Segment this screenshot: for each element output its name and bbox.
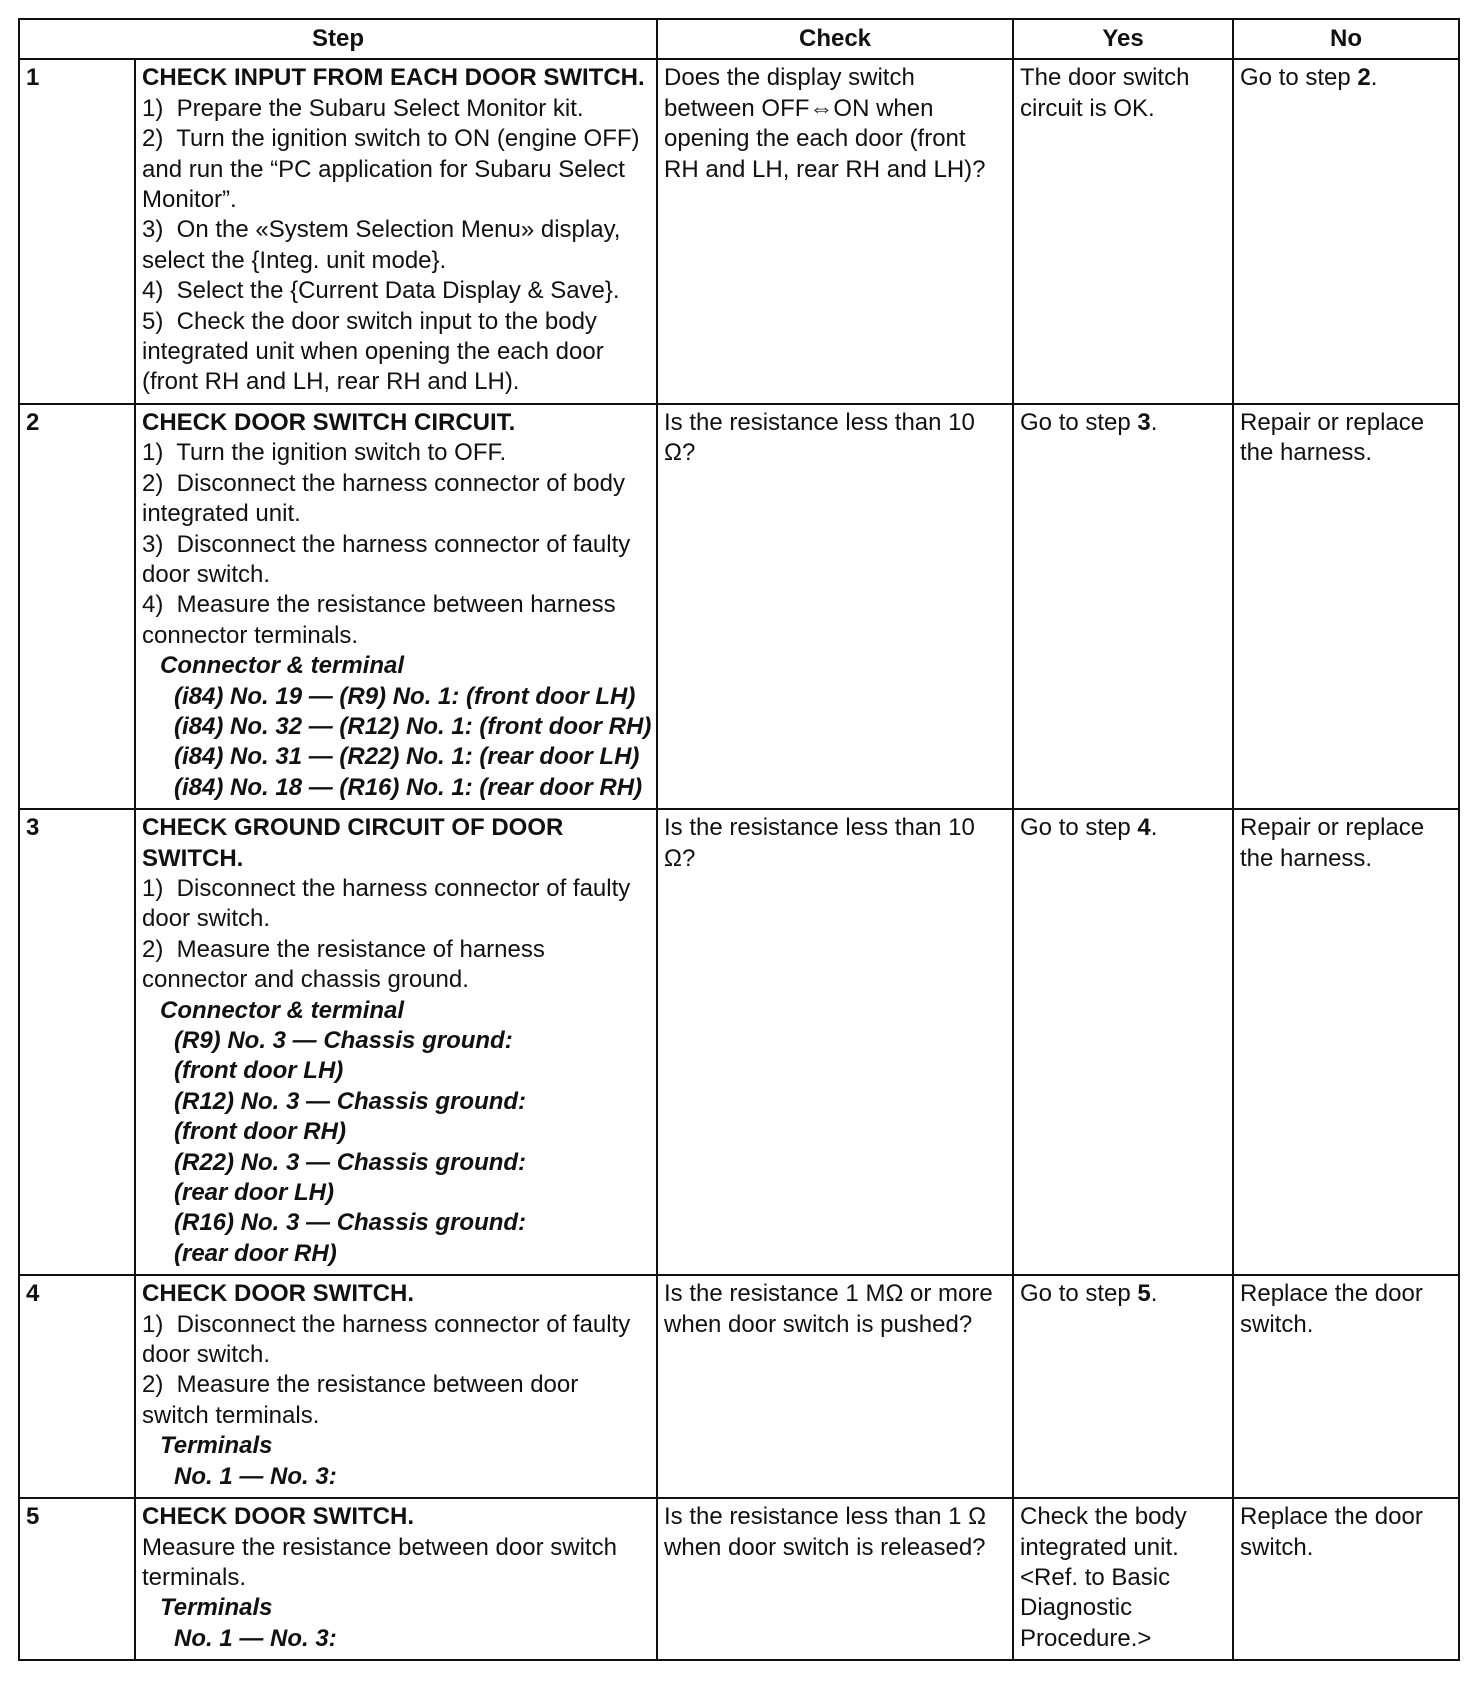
step-ref: 5 xyxy=(1137,1280,1151,1308)
check-cell: Is the resistance less than 10 Ω? xyxy=(657,404,1013,809)
step-line: 3) On the «System Selection Menu» display, select the {Integ. unit mode}. xyxy=(142,216,628,274)
diagnostic-table xyxy=(18,18,1460,1661)
connector-heading: Connector & terminal xyxy=(160,996,405,1024)
step-title: CHECK DOOR SWITCH. xyxy=(142,1503,414,1531)
step-line: 3) Disconnect the harness connector of faulty door switch. xyxy=(142,530,637,588)
connector-item: (i84) No. 19 — (R9) No. 1: (front door LH) xyxy=(174,682,636,710)
step-line: 1) Disconnect the harness connector of faulty door switch. xyxy=(142,874,637,933)
step-line: 4) Select the {Current Data Display & Save}. xyxy=(142,277,620,305)
terminals-heading: Terminals xyxy=(160,1594,273,1622)
yes-cell xyxy=(1013,1275,1233,1498)
step-number: 2 xyxy=(19,404,135,809)
yes-text: Go to step xyxy=(1020,1280,1138,1308)
no-text: Go to step xyxy=(1240,64,1358,92)
step-line: 1) Turn the ignition switch to OFF. xyxy=(142,439,507,467)
step-number: 4 xyxy=(19,1275,135,1498)
step-line: Measure the resistance between door switch terminals. xyxy=(142,1533,624,1591)
table-row xyxy=(19,404,1459,809)
connector-item: (i84) No. 32 — (R12) No. 1: (front door RH) xyxy=(174,712,652,740)
step-line: 5) Check the door switch input to the body integrated unit when opening the each door (front RH and LH, rear RH and LH). xyxy=(142,307,611,396)
header-step: Step xyxy=(19,19,657,59)
step-number: 1 xyxy=(19,59,135,403)
check-cell: Is the resistance less than 10 Ω? xyxy=(657,809,1013,1275)
yes-cell xyxy=(1013,404,1233,809)
step-title: CHECK INPUT FROM EACH DOOR SWITCH. xyxy=(142,64,645,92)
step-line: 2) Turn the ignition switch to ON (engine OFF) and run the “PC application for Subaru Select Monitor”. xyxy=(142,125,647,214)
step-ref: 4 xyxy=(1137,814,1151,842)
yes-text-end: . xyxy=(1150,814,1158,842)
terminal-item: No. 1 — No. 3: xyxy=(174,1462,337,1490)
connector-item: (i84) No. 18 — (R16) No. 1: (rear door RH) xyxy=(174,773,643,801)
step-line: 1) Disconnect the harness connector of faulty door switch. xyxy=(142,1310,637,1369)
table-row xyxy=(19,809,1459,1275)
no-cell xyxy=(1233,59,1459,403)
yes-cell xyxy=(1013,809,1233,1275)
no-cell: Repair or replace the harness. xyxy=(1233,809,1459,1275)
terminals-heading: Terminals xyxy=(160,1432,273,1460)
step-ref: 3 xyxy=(1137,408,1151,436)
step-ref: 2 xyxy=(1357,64,1371,92)
header-yes: Yes xyxy=(1013,19,1233,59)
connector-item: (front door LH) xyxy=(174,1057,344,1085)
check-cell: Is the resistance less than 1 Ω when door switch is released? xyxy=(657,1498,1013,1660)
step-title: CHECK DOOR SWITCH. xyxy=(142,1280,414,1308)
header-check: Check xyxy=(657,19,1013,59)
header-row xyxy=(19,19,1459,59)
connector-item: (R12) No. 3 — Chassis ground: xyxy=(174,1087,527,1115)
connector-item: (i84) No. 31 — (R22) No. 1: (rear door LH) xyxy=(174,743,640,771)
check-cell: Is the resistance 1 MΩ or more when door switch is pushed? xyxy=(657,1275,1013,1498)
yes-text: Go to step xyxy=(1020,408,1138,436)
connector-item: (front door RH) xyxy=(174,1118,346,1146)
step-line: 4) Measure the resistance between harness connector terminals. xyxy=(142,591,623,649)
step-number: 5 xyxy=(19,1498,135,1660)
step-line: 1) Prepare the Subaru Select Monitor kit. xyxy=(142,94,584,122)
step-line: 2) Disconnect the harness connector of body integrated unit. xyxy=(142,469,632,528)
step-cell xyxy=(135,1498,657,1660)
table-row xyxy=(19,1498,1459,1660)
table-row xyxy=(19,1275,1459,1498)
yes-text-end: . xyxy=(1150,1280,1158,1308)
step-cell xyxy=(135,404,657,809)
connector-item: (rear door LH) xyxy=(174,1179,335,1207)
step-number: 3 xyxy=(19,809,135,1275)
header-no: No xyxy=(1233,19,1459,59)
check-cell: Does the display switch between OFF⇔ON when opening the each door (front RH and LH, rear RH and LH)? xyxy=(657,59,1013,403)
step-cell xyxy=(135,59,657,403)
yes-text-end: . xyxy=(1150,408,1158,436)
no-cell: Repair or replace the harness. xyxy=(1233,404,1459,809)
step-cell xyxy=(135,809,657,1275)
no-cell: Replace the door switch. xyxy=(1233,1275,1459,1498)
no-text-end: . xyxy=(1370,64,1378,92)
diagnostic-document xyxy=(18,18,1458,1661)
no-cell: Replace the door switch. xyxy=(1233,1498,1459,1660)
step-line: 2) Measure the resistance of harness connector and chassis ground. xyxy=(142,935,552,994)
yes-cell: Check the body integrated unit. <Ref. to Basic Diagnostic Procedure.> xyxy=(1013,1498,1233,1660)
terminal-item: No. 1 — No. 3: xyxy=(174,1624,337,1652)
connector-item: (R22) No. 3 — Chassis ground: xyxy=(174,1148,527,1176)
yes-text: Go to step xyxy=(1020,814,1138,842)
table-row xyxy=(19,59,1459,403)
step-cell xyxy=(135,1275,657,1498)
step-title: CHECK DOOR SWITCH CIRCUIT. xyxy=(142,408,516,436)
connector-item: (rear door RH) xyxy=(174,1239,337,1267)
step-line: 2) Measure the resistance between door switch terminals. xyxy=(142,1371,585,1429)
step-title: CHECK GROUND CIRCUIT OF DOOR SWITCH. xyxy=(142,814,564,872)
connector-item: (R9) No. 3 — Chassis ground: xyxy=(174,1027,513,1054)
connector-heading: Connector & terminal xyxy=(160,652,405,680)
yes-cell: The door switch circuit is OK. xyxy=(1013,59,1233,403)
connector-item: (R16) No. 3 — Chassis ground: xyxy=(174,1209,527,1237)
